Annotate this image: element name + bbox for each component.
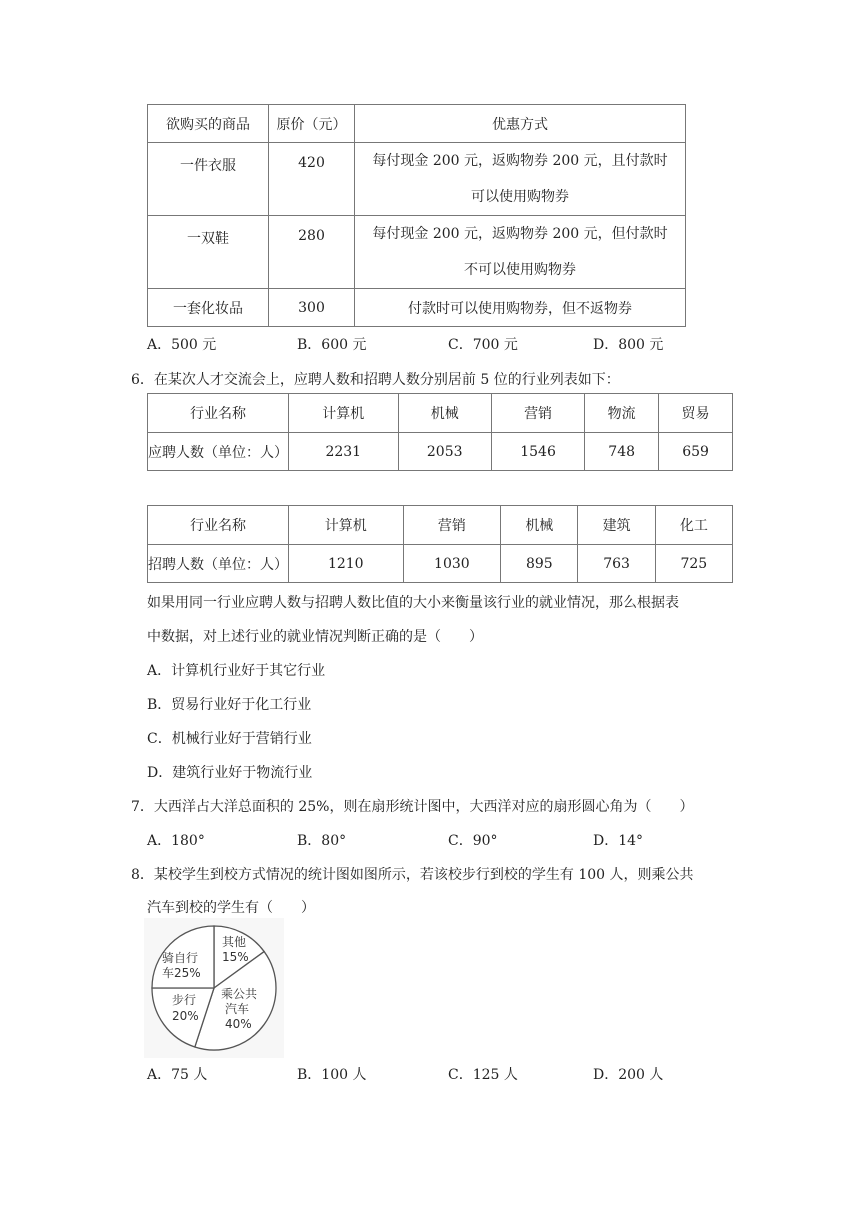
- q7-option-d[interactable]: D．14°: [593, 833, 644, 849]
- label-other-name: 其他: [222, 935, 247, 949]
- label-bike-name: 骑自行: [162, 951, 199, 965]
- header-cell: 建筑: [578, 506, 655, 545]
- q8-option-d[interactable]: D．200 人: [593, 1067, 664, 1083]
- table-row: [148, 433, 733, 471]
- q6-option-b[interactable]: B．贸易行业好于化工行业: [147, 697, 312, 713]
- value-cell: 2231: [289, 433, 399, 471]
- header-cell: 计算机: [289, 394, 399, 433]
- q7-option-c[interactable]: C．90°: [448, 833, 498, 849]
- offer-cell: [355, 216, 686, 289]
- q6-stem: 6．在某次人才交流会上，应聘人数和招聘人数分别居前 5 位的行业列表如下：: [131, 372, 620, 388]
- q6-option-d[interactable]: D．建筑行业好于物流行业: [147, 765, 313, 781]
- offer-cell: 付款时可以使用购物券，但不返物券: [355, 289, 686, 327]
- table-row: [148, 545, 733, 583]
- value-cell: 2053: [398, 433, 491, 471]
- offer-line: 不可以使用购物券: [464, 262, 576, 278]
- label-other-value: 15%: [222, 950, 249, 964]
- transport-pie-chart: [144, 918, 284, 1058]
- header-cell: 物流: [585, 394, 659, 433]
- q8-option-b[interactable]: B．100 人: [297, 1067, 367, 1083]
- label-bus-value: 40%: [225, 1017, 252, 1031]
- discount-table: [147, 104, 686, 327]
- q6-option-a[interactable]: A．计算机行业好于其它行业: [147, 663, 326, 679]
- value-cell: 1546: [491, 433, 584, 471]
- price-cell: 420: [269, 143, 355, 216]
- label-walk-value: 20%: [172, 1009, 199, 1023]
- header-cell: 贸易: [659, 394, 733, 433]
- q5-option-d[interactable]: D．800 元: [593, 337, 664, 353]
- q5-option-b[interactable]: B．600 元: [297, 337, 367, 353]
- header-cell: 营销: [403, 506, 501, 545]
- value-cell: 725: [655, 545, 732, 583]
- offer-line: 可以使用购物券: [471, 189, 569, 205]
- label-bus-name2: 汽车: [225, 1002, 250, 1016]
- header-cell: 计算机: [289, 506, 404, 545]
- row-label: 应聘人数（单位：人）: [148, 433, 289, 471]
- q7-option-a[interactable]: A．180°: [147, 833, 205, 849]
- q7-option-b[interactable]: B．80°: [297, 833, 347, 849]
- header-cell: 化工: [655, 506, 732, 545]
- header-item: 欲购买的商品: [148, 105, 269, 143]
- q5-option-c[interactable]: C．700 元: [448, 337, 518, 353]
- table-row: [148, 216, 686, 289]
- q8-option-c[interactable]: C．125 人: [448, 1067, 518, 1083]
- value-cell: 1210: [289, 545, 404, 583]
- header-offer: 优惠方式: [355, 105, 686, 143]
- q7-stem: 7．大西洋占大洋总面积的 25%，则在扇形统计图中，大西洋对应的扇形圆心角为（ ）: [131, 799, 694, 815]
- header-cell: 机械: [501, 506, 578, 545]
- label-bus-name1: 乘公共: [221, 987, 258, 1001]
- value-cell: 895: [501, 545, 578, 583]
- header-cell: 机械: [398, 394, 491, 433]
- header-industry: 行业名称: [148, 394, 289, 433]
- table-row: [148, 143, 686, 216]
- header-price: 原价（元）: [269, 105, 355, 143]
- q6-option-c[interactable]: C．机械行业好于营销行业: [147, 731, 312, 747]
- offer-line: 每付现金 200 元，返购物券 200 元，但付款时: [372, 226, 668, 242]
- q8-stem-line1: 8．某校学生到校方式情况的统计图如图所示，若该校步行到校的学生有 100 人，则乘公共: [131, 867, 694, 883]
- value-cell: 1030: [403, 545, 501, 583]
- item-cell: 一套化妆品: [148, 289, 269, 327]
- value-cell: 763: [578, 545, 655, 583]
- q8-option-a[interactable]: A．75 人: [147, 1067, 208, 1083]
- item-cell: 一双鞋: [148, 216, 269, 289]
- header-cell: 营销: [491, 394, 584, 433]
- recruits-table: [147, 505, 733, 583]
- value-cell: 748: [585, 433, 659, 471]
- table-row: [148, 289, 686, 327]
- q5-option-a[interactable]: A．500 元: [147, 337, 217, 353]
- price-cell: 280: [269, 216, 355, 289]
- applicants-table: [147, 393, 733, 471]
- row-label: 招聘人数（单位：人）: [148, 545, 289, 583]
- value-cell: 659: [659, 433, 733, 471]
- offer-cell: [355, 143, 686, 216]
- label-walk-name: 步行: [172, 993, 197, 1007]
- price-cell: 300: [269, 289, 355, 327]
- header-industry: 行业名称: [148, 506, 289, 545]
- pie-slices: [152, 926, 276, 1050]
- label-bike-value: 车25%: [162, 966, 201, 980]
- q6-text-line1: 如果用同一行业应聘人数与招聘人数比值的大小来衡量该行业的就业情况，那么根据表: [147, 595, 679, 611]
- q8-stem-line2: 汽车到校的学生有（ ）: [147, 900, 315, 916]
- q6-text-line2: 中数据，对上述行业的就业情况判断正确的是（ ）: [147, 629, 483, 645]
- offer-line: 每付现金 200 元，返购物券 200 元，且付款时: [372, 153, 668, 169]
- item-cell: 一件衣服: [148, 143, 269, 216]
